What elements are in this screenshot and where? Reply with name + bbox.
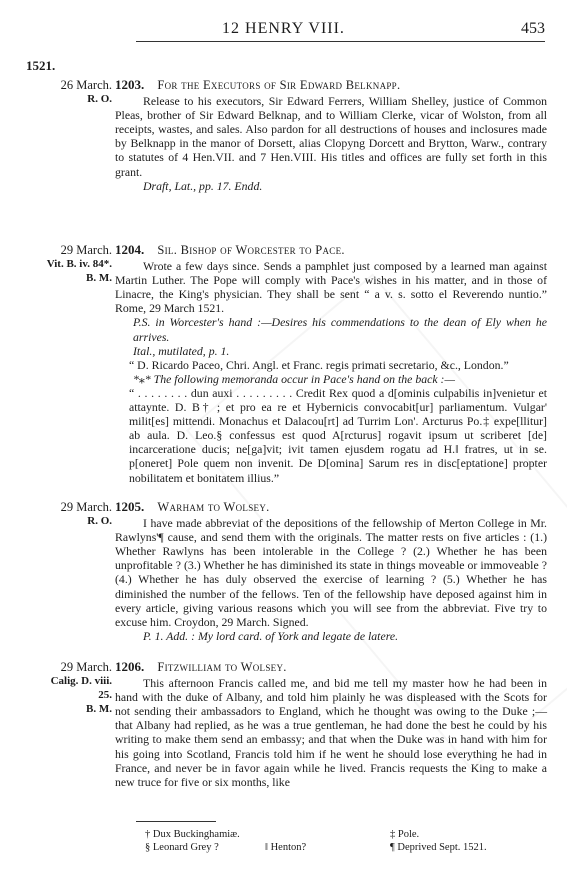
entry-source: Vit. B. iv. 84*. <box>46 258 112 270</box>
entry-number: 1206. <box>115 659 145 674</box>
header-rule <box>136 41 545 42</box>
entry-margin <box>14 500 112 528</box>
entry-heading <box>115 660 547 674</box>
entry-address: “ D. Ricardo Paceo, Chri. Angl. et Franc. regis primati secretario, &c., London.” <box>129 357 509 372</box>
page-number: 453 <box>521 20 545 37</box>
year-label: 1521. <box>26 58 56 73</box>
entry-date: 29 March. <box>60 660 112 674</box>
entry-paragraph: Release to his executors, Sir Edward Ferrers, William Shelley, justice of Common Pleas, brother of Sir Edward Belknap, and to William Clerke, vicar of Wolston, from all receipts, wastes, and sales. Also pardon for all destructions of houses and inclosures made by Belknapp in the manor of Dorsett, alias Clopyng Dorcett and Brytton, Warw., contrary to statutes of 4 Hen.VII. and 7 Hen.VIII. His titles and offices are fully set forth in this grant. <box>115 94 547 179</box>
entry-date: 29 March. <box>60 243 112 257</box>
entry-source-secondary: B. M. <box>86 703 112 715</box>
entry-body <box>115 243 547 485</box>
entry-paragraph: This afternoon Francis called me, and bid me tell my master how he had been in hand with the duke of Albany, and told him plainly he was displeased with the Scots for not sending their ambassadors to England, which he thought was owing to the Duke ;—that Albany had replied, as he was a true gentleman, he had done the best he could by his writing to make them send an embassy; and that when the Duke was in hand with him for his going into Scotland, Francis told him if he went he should lose everything he had in France, and never be in favor again while he lived. Francis requests the King to make a new truce for five or six months, like <box>115 676 547 789</box>
entry-number: 1205. <box>115 499 145 514</box>
footnote: § Leonard Grey ? <box>145 842 219 853</box>
entry-title: For the Executors of Sir Edward Belknapp. <box>157 78 401 92</box>
entry-margin <box>14 78 112 106</box>
footnote: ¶ Deprived Sept. 1521. <box>390 842 487 853</box>
entry-title: Fitzwilliam to Wolsey. <box>157 660 287 674</box>
entry-body <box>115 78 547 193</box>
entry-date: 26 March. <box>60 78 112 92</box>
entry-source: R. O. <box>87 93 112 105</box>
entry-note: Draft, Lat., pp. 17. Endd. <box>143 178 263 193</box>
footnote-row <box>115 841 547 854</box>
entry-note: Ital., mutilated, p. 1. <box>133 343 230 358</box>
entry-body <box>115 500 547 643</box>
entry-memo: “ . . . . . . . . dun auxi . . . . . . . . . Credit Rex quod a d[ominis culpabilis in]venietur et attaynte. D. B† ; et pro ea re et Hybernicis convocabit[ur] parliamentum. Vulgar' milit[es] mittendi. Monachus et Dalacou[rt] ad Turrim Lon'. Arcturus Po.‡ expe[llitur] ab aula. D. Leo.§ confessus est quod A[rcturus] rogavit ipsum ut scriberet [de] incarceratione ducis; ne[ga]vit; ivit tamen ejusdem rogatu ad H.‖ fratres, ut in se. p[oneret] Pole quem non invenit. De D[omina] Sarum res in disc[eptatione] propter nobilitatem et bonitatem illius.” <box>129 385 547 485</box>
entry-source: Calig. D. viii. <box>50 675 112 687</box>
entry-paragraph: Wrote a few days since. Sends a pamphlet just composed by a learned man against Martin Luther. The Pope will comply with Pace's wishes in his matter, and in those of Linacre, the King's physician. They shall be sent “ a v. s. sotto el Reverendo nuntio.” Rome, 29 March 1521. <box>115 259 547 316</box>
entry-title: Warham to Wolsey. <box>157 500 270 514</box>
entry-memo-intro: *⁎* The following memoranda occur in Pace's hand on the back :— <box>133 371 455 386</box>
entry-number: 1204. <box>115 242 145 257</box>
entry-number: 1203. <box>115 77 145 92</box>
entry-source-secondary: B. M. <box>86 272 112 284</box>
entry-heading <box>115 500 547 514</box>
entry-date: 29 March. <box>60 500 112 514</box>
entry-source: R. O. <box>87 515 112 527</box>
footnote: ‡ Pole. <box>390 829 420 840</box>
entry-heading <box>115 243 547 257</box>
footnotes <box>115 828 547 854</box>
entry-source-line2: 25. <box>98 689 112 701</box>
footnote: † Dux Buckinghamiæ. <box>145 829 240 840</box>
entry-heading <box>115 78 547 92</box>
entry-margin <box>14 243 112 285</box>
entry-note: P. 1. Add. : My lord card. of York and legate de latere. <box>143 628 399 643</box>
entry-body <box>115 660 547 789</box>
footnote-rule <box>136 821 216 822</box>
entry-title: Sil. Bishop of Worcester to Pace. <box>157 243 345 257</box>
footnote: ‖ Henton? <box>265 842 307 853</box>
entry-postscript: P.S. in Worcester's hand :—Desires his commendations to the dean of Ely when he arrives. <box>133 315 547 344</box>
footnote-row <box>115 828 547 841</box>
entry-paragraph: I have made abbreviat of the depositions of the fellowship of Merton College in Mr. Rawlyns'¶ cause, and send them with the originals. The matter rests on five articles : (1.) Whether Rawlyns has been intolerable in the College ? (2.) Whether he has been unprofitable ? (3.) Whether he has diminished its state in things moveable or immoveable ? (4.) Whether he has duly observed the exercise of learning ? (5.) Whether he has diminished the number of the fellows. Ten of the fellowship have deposed against him in every article, giving various reasons which you will see from the abbreviat. Five try to excuse him. Croydon, 29 March. Signed. <box>115 516 547 629</box>
running-title: 12 HENRY VIII. <box>222 20 345 37</box>
entry-margin <box>14 660 112 716</box>
